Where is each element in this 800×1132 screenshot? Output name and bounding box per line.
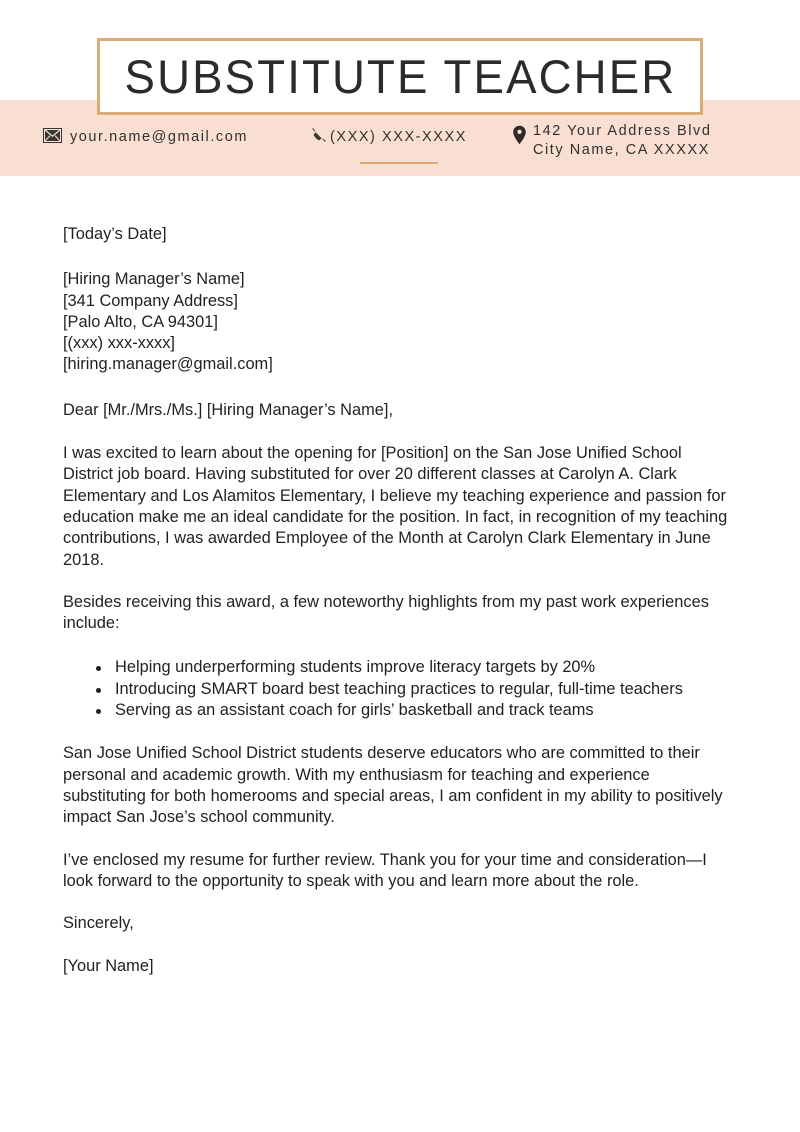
body-paragraph-1: I was excited to learn about the opening for [Position] on the San Jose Unified School District job board. Having substituted for over 20 different classes at Carolyn A. Clark Elementary and Los Alamitos Elementary, I believe my teaching experience and passion for education make me an ideal candidate for the position. In fact, in recognition of my teaching contributions, I was awarded Employee of the Month at Carolyn Clark Elementary in June 2018. xyxy=(63,444,728,569)
page-title: SUBSTITUTE TEACHER xyxy=(124,50,676,103)
body-paragraph-4: I’ve enclosed my resume for further review. Thank you for your time and consideration—I look forward to the opportunity to speak with you and learn more about the role. xyxy=(63,850,707,890)
salutation: Dear [Mr./Mrs./Ms.] [Hiring Manager’s Name], xyxy=(63,400,394,419)
letter-date: [Today’s Date] xyxy=(63,225,167,243)
highlights-list xyxy=(63,657,735,721)
recipient-line: [Palo Alto, CA 94301] xyxy=(63,312,218,331)
contact-address-line1: 142 Your Address Blvd xyxy=(533,123,712,139)
contact-email[interactable] xyxy=(43,128,248,148)
contact-address-line2: City Name, CA XXXXX xyxy=(533,142,710,158)
phone-icon xyxy=(309,128,326,150)
recipient-line: [hiring.manager@gmail.com] xyxy=(63,355,273,374)
letter-body xyxy=(63,224,735,999)
highlights-list-wrap xyxy=(63,657,735,721)
recipient-line: [(xxx) xxx-xxxx] xyxy=(63,334,175,353)
recipient-line: [341 Company Address] xyxy=(63,291,238,310)
body-paragraph-2: Besides receiving this award, a few noteworthy highlights from my past work experiences include: xyxy=(63,592,709,633)
recipient-block xyxy=(63,269,735,375)
closing-line: Sincerely, xyxy=(63,914,134,933)
letter-header xyxy=(0,0,800,176)
envelope-icon xyxy=(43,128,62,148)
contact-phone-value: (XXX) XXX-XXXX xyxy=(330,129,467,145)
phone-accent-rule xyxy=(360,162,438,164)
list-item: Helping underperforming students improve literacy targets by 20% xyxy=(63,657,735,678)
contact-email-value: your.name@gmail.com xyxy=(70,129,248,145)
recipient-line: [Hiring Manager’s Name] xyxy=(63,270,245,289)
body-paragraph-3: San Jose Unified School District students deserve educators who are committed to their personal and academic growth. With my enthusiasm for teaching and experience substituting for both homerooms and special areas, I am confident in my ability to positively impact San Jose’s school community. xyxy=(63,744,723,827)
signature-name: [Your Name] xyxy=(63,957,154,976)
list-item: Serving as an assistant coach for girls’ basketball and track teams xyxy=(63,700,735,721)
map-pin-icon xyxy=(512,125,527,150)
contact-phone[interactable] xyxy=(309,128,467,150)
contact-address[interactable] xyxy=(512,122,711,160)
contact-address-value xyxy=(533,122,711,160)
title-box xyxy=(97,38,703,115)
list-item: Introducing SMART board best teaching practices to regular, full-time teachers xyxy=(63,679,735,700)
